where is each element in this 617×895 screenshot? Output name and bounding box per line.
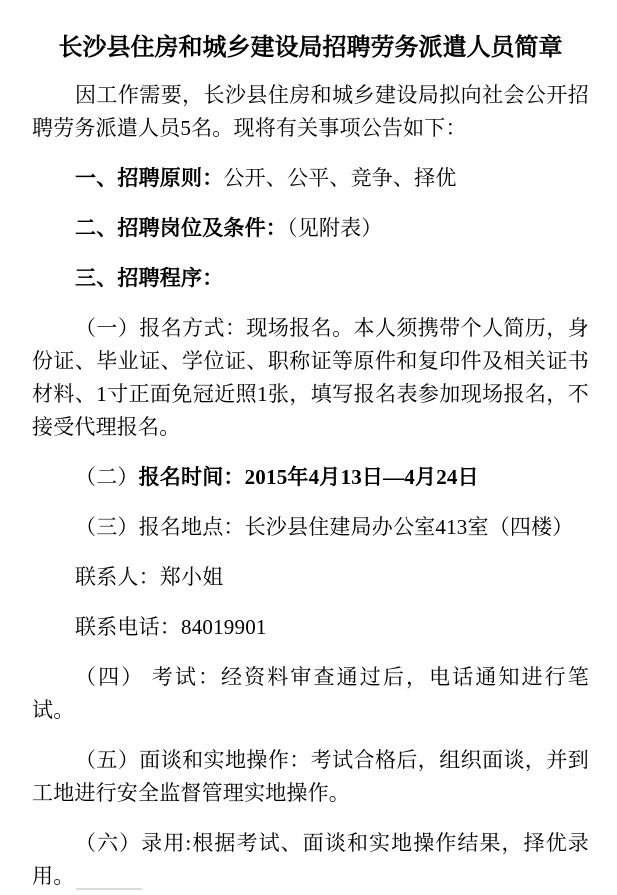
registration-method-text: （一）报名方式：现场报名。本人须携带个人简历，身份证、毕业证、学位证、职称证等原件和复印件及相关证书材料、1寸正面免冠近照1张，填写报名表参加现场报名，不接受代理报名。 [32,316,589,439]
item-hiring [32,827,589,893]
item-registration-time [32,461,589,494]
item-interview-operation [32,744,589,810]
section-recruitment-principles [32,162,589,195]
registration-time-value: 报名时间：2015年4月13日—4月24日 [138,465,479,489]
principles-value: 公开、公平、竞争、择优 [223,166,457,190]
procedure-label: 三、招聘程序： [75,266,224,290]
contact-person-line [32,561,589,594]
contact-phone-line [32,611,589,644]
principles-label: 一、招聘原则： [75,166,224,190]
item-registration-method [32,312,589,444]
intro-paragraph [32,79,589,145]
section-positions-conditions [32,212,589,245]
document-title: 长沙县住房和城乡建设局招聘劳务派遣人员简章 [58,35,563,61]
interview-operation-text: （五）面谈和实地操作：考试合格后，组织面谈，并到工地进行安全监督管理实地操作。 [32,748,589,805]
intro-text: 因工作需要，长沙县住房和城乡建设局拟向社会公开招聘劳务派遣人员5名。现将有关事项公告如下： [32,83,589,140]
clipped-next-line-artifact [76,888,142,890]
hiring-text: （六）录用:根据考试、面谈和实地操作结果，择优录用。 [32,831,589,888]
item-exam [32,661,589,727]
contact-phone-text: 联系电话：84019901 [75,615,267,639]
contact-person-text: 联系人：郑小姐 [75,565,224,589]
positions-label: 二、招聘岗位及条件： [75,216,287,240]
exam-text: （四） 考试：经资料审查通过后，电话通知进行笔试。 [32,665,589,722]
item-registration-location [32,511,589,544]
registration-time-prefix: （二） [75,465,139,489]
registration-location-text: （三）报名地点：长沙县住建局办公室413室（四楼） [75,515,574,539]
positions-value: （见附表） [287,216,383,240]
section-procedure-heading [32,262,589,295]
